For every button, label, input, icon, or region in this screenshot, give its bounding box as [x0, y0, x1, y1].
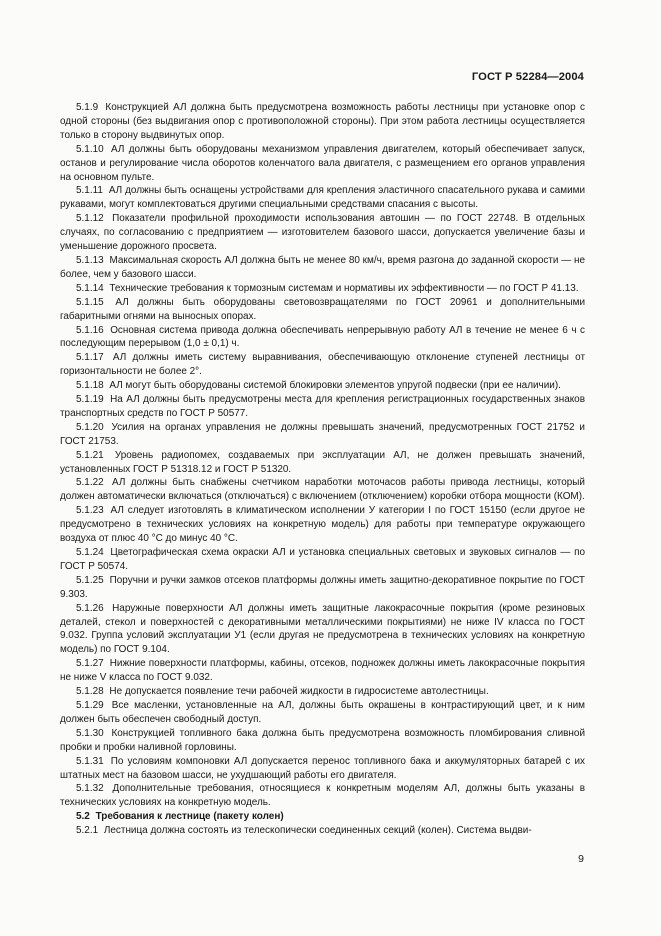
- clause-5-1-24: [60, 546, 585, 574]
- clause-number: 5.1.28: [76, 686, 104, 698]
- clause-number: 5.1.30: [76, 727, 104, 739]
- clause-text: Основная система привода должна обеспечивать непрерывную работу АЛ в течение не менее 6 ч с последующим перерывом (1,0 ± 0,1) ч.: [60, 324, 585, 350]
- clause-number: 5.1.32: [76, 783, 104, 795]
- clause-5-1-19: [60, 393, 585, 421]
- clause-5-1-11: [60, 184, 585, 212]
- clause-5-1-21: [60, 449, 585, 477]
- clause-number: 5.1.26: [76, 602, 104, 614]
- clause-number: 5.1.18: [76, 380, 104, 392]
- clause-text: По условиям компоновки АЛ допускается перенос топливного бака и аккумуляторных батарей с их штатных мест на базовом шасси, не ухудшающий работы его двигателя.: [60, 755, 585, 781]
- clause-number: 5.1.16: [76, 324, 104, 336]
- clause-text: Поручни и ручки замков отсеков платформы должны иметь защитно-декоративное покрытие по ГОСТ 9.303.: [60, 574, 585, 600]
- clause-5-1-22: [60, 476, 585, 504]
- clause-text: Уровень радиопомех, создаваемых при эксплуатации АЛ, не должен превышать значений, установленных ГОСТ Р 51318.12 и ГОСТ Р 51320.: [60, 449, 585, 475]
- clause-text: Конструкцией АЛ должна быть предусмотрена возможность работы лестницы при установке опор с одной стороны (без выдвигания опор с противоположной стороны). При этом работа лестницы осуществляется только в сторону выдвинутых опор.: [60, 102, 585, 141]
- clause-text: Нижние поверхности платформы, кабины, отсеков, подножек должны иметь лакокрасочные покрытия не ниже V класса по ГОСТ 9.032.: [60, 658, 585, 684]
- document-header: ГОСТ Р 52284—2004: [471, 71, 584, 83]
- clause-number: 5.1.11: [76, 185, 103, 197]
- clause-number: 5.1.13: [76, 254, 104, 266]
- clause-number: 5.1.14: [76, 282, 104, 294]
- clause-5-1-10: [60, 143, 585, 185]
- clause-text: Все масленки, установленные на АЛ, должны быть окрашены в контрастирующий цвет, и к ним должен быть обеспечен свободный доступ.: [60, 699, 585, 725]
- clause-5-1-25: [60, 574, 585, 602]
- clause-number: 5.1.25: [76, 574, 104, 586]
- clause-number: 5.1.21: [76, 449, 104, 461]
- clause-text: АЛ должны иметь систему выравнивания, обеспечивающую отклонение ступеней лестницы от горизонтальности не более 2°.: [60, 352, 586, 378]
- clause-5-1-15: [60, 296, 585, 324]
- clause-number: 5.1.17: [76, 352, 104, 364]
- clause-text: Технические требования к тормозным системам и нормативы их эффективности — по ГОСТ Р 41.13.: [109, 282, 579, 294]
- clause-text: Наружные поверхности АЛ должны иметь защитные лакокрасочные покрытия (кроме резиновых деталей, стекол и поверхностей с декоративными металлическими покрытиями) не ниже IV класса по ГОСТ 9.032. Группа условий эксплуатации У1 (если другая не предусмотрена в технических условиях на конкретную модель) по ГОСТ 9.104.: [60, 602, 585, 656]
- clause-text: АЛ должны быть оборудованы световозвращателями по ГОСТ 20961 и дополнительными габаритными огнями на выносных опорах.: [60, 296, 585, 322]
- clause-5-2: [60, 810, 585, 824]
- clause-number: 5.1.12: [76, 213, 104, 225]
- clause-text: Усилия на органах управления не должны превышать значений, предусмотренных ГОСТ 21752 и ГОСТ 21753.: [60, 421, 585, 447]
- clause-number: 5.1.10: [76, 143, 104, 155]
- clause-number: 5.1.20: [76, 421, 104, 433]
- clause-5-1-31: [60, 755, 585, 783]
- document-body: [60, 101, 585, 838]
- clause-number: 5.1.19: [76, 394, 104, 406]
- clause-text: Требования к лестнице (пакету колен): [95, 811, 284, 823]
- clause-text: Максимальная скорость АЛ должна быть не менее 80 км/ч, время разгона до заданной скорости — не более, чем у базового шасси.: [60, 254, 586, 280]
- clause-text: Цветографическая схема окраски АЛ и установка специальных световых и звуковых сигналов — по ГОСТ Р 50574.: [60, 547, 586, 572]
- clause-5-1-28: [60, 685, 585, 699]
- clause-5-1-27: [60, 657, 585, 685]
- clause-5-2-1: [60, 824, 585, 838]
- clause-number: 5.1.23: [76, 505, 104, 517]
- clause-number: 5.2: [76, 811, 90, 823]
- clause-5-1-32: [60, 782, 585, 810]
- clause-number: 5.1.29: [76, 699, 104, 711]
- clause-text: Лестница должна состоять из телескопически соединенных секций (колен). Система выдви-: [103, 825, 532, 837]
- clause-5-1-13: [60, 254, 585, 282]
- clause-5-1-16: [60, 324, 585, 352]
- clause-number: 5.1.31: [76, 755, 104, 767]
- clause-text: Не допускается появление течи рабочей жидкости в гидросистеме автолестницы.: [109, 686, 489, 698]
- clause-5-1-18: [60, 379, 585, 393]
- clause-5-1-17: [60, 351, 585, 379]
- clause-text: Дополнительные требования, относящиеся к конкретным моделям АЛ, должны быть указаны в технических условиях на конкретную модель.: [60, 783, 585, 809]
- clause-text: АЛ должны быть снабжены счетчиком наработки моточасов работы привода лестницы, который должен автоматически включаться (отключаться) с включением (отключением) коробки отбора мощности (КОМ).: [60, 477, 585, 503]
- clause-text: АЛ должны быть оснащены устройствами для крепления эластичного спасательного рукава и самими рукавами, могут комплектоваться другими специальными средствами спасания с высоты.: [60, 185, 586, 211]
- clause-text: На АЛ должны быть предусмотрены места для крепления регистрационных государственных знаков транспортных средств по ГОСТ Р 50577.: [60, 394, 585, 419]
- clause-5-1-12: [60, 212, 585, 254]
- clause-5-1-20: [60, 421, 585, 449]
- clause-5-1-30: [60, 727, 585, 755]
- clause-number: 5.1.9: [76, 102, 99, 113]
- clause-5-1-14: [60, 282, 585, 296]
- clause-number: 5.1.24: [76, 547, 104, 558]
- clause-number: 5.1.27: [76, 658, 104, 670]
- clause-5-1-9: [60, 101, 585, 143]
- page-number: 9: [578, 853, 584, 865]
- clause-number: 5.1.22: [76, 477, 104, 489]
- clause-text: АЛ могут быть оборудованы системой блокировки элементов упругой подвески (при ее наличии).: [109, 380, 561, 392]
- clause-number: 5.2.1: [76, 825, 99, 837]
- clause-text: Показатели профильной проходимости использования автошин — по ГОСТ 22748. В отдельных случаях, по согласованию с предприятием — изготовителем базового шасси, допускается увеличение базы и уменьшение дорожного просвета.: [60, 213, 585, 253]
- clause-text: АЛ должны быть оборудованы механизмом управления двигателем, который обеспечивает запуск, останов и регулирование числа оборотов коленчатого вала двигателя, с размещением его органов управления на основном пульте.: [60, 143, 585, 183]
- clause-number: 5.1.15: [76, 296, 104, 308]
- clause-5-1-29: [60, 699, 585, 727]
- clause-text: Конструкцией топливного бака должна быть предусмотрена возможность пломбирования сливной пробки и пробки наливной горловины.: [60, 727, 586, 753]
- clause-text: АЛ следует изготовлять в климатическом исполнении У категории I по ГОСТ 15150 (если другое не предусмотрено в технических условиях на конкретную модель) для работы при температуре окружающего воздуха от плюс 40 °С до минус 40 °С.: [60, 505, 585, 545]
- clause-5-1-26: [60, 602, 585, 658]
- clause-5-1-23: [60, 504, 585, 546]
